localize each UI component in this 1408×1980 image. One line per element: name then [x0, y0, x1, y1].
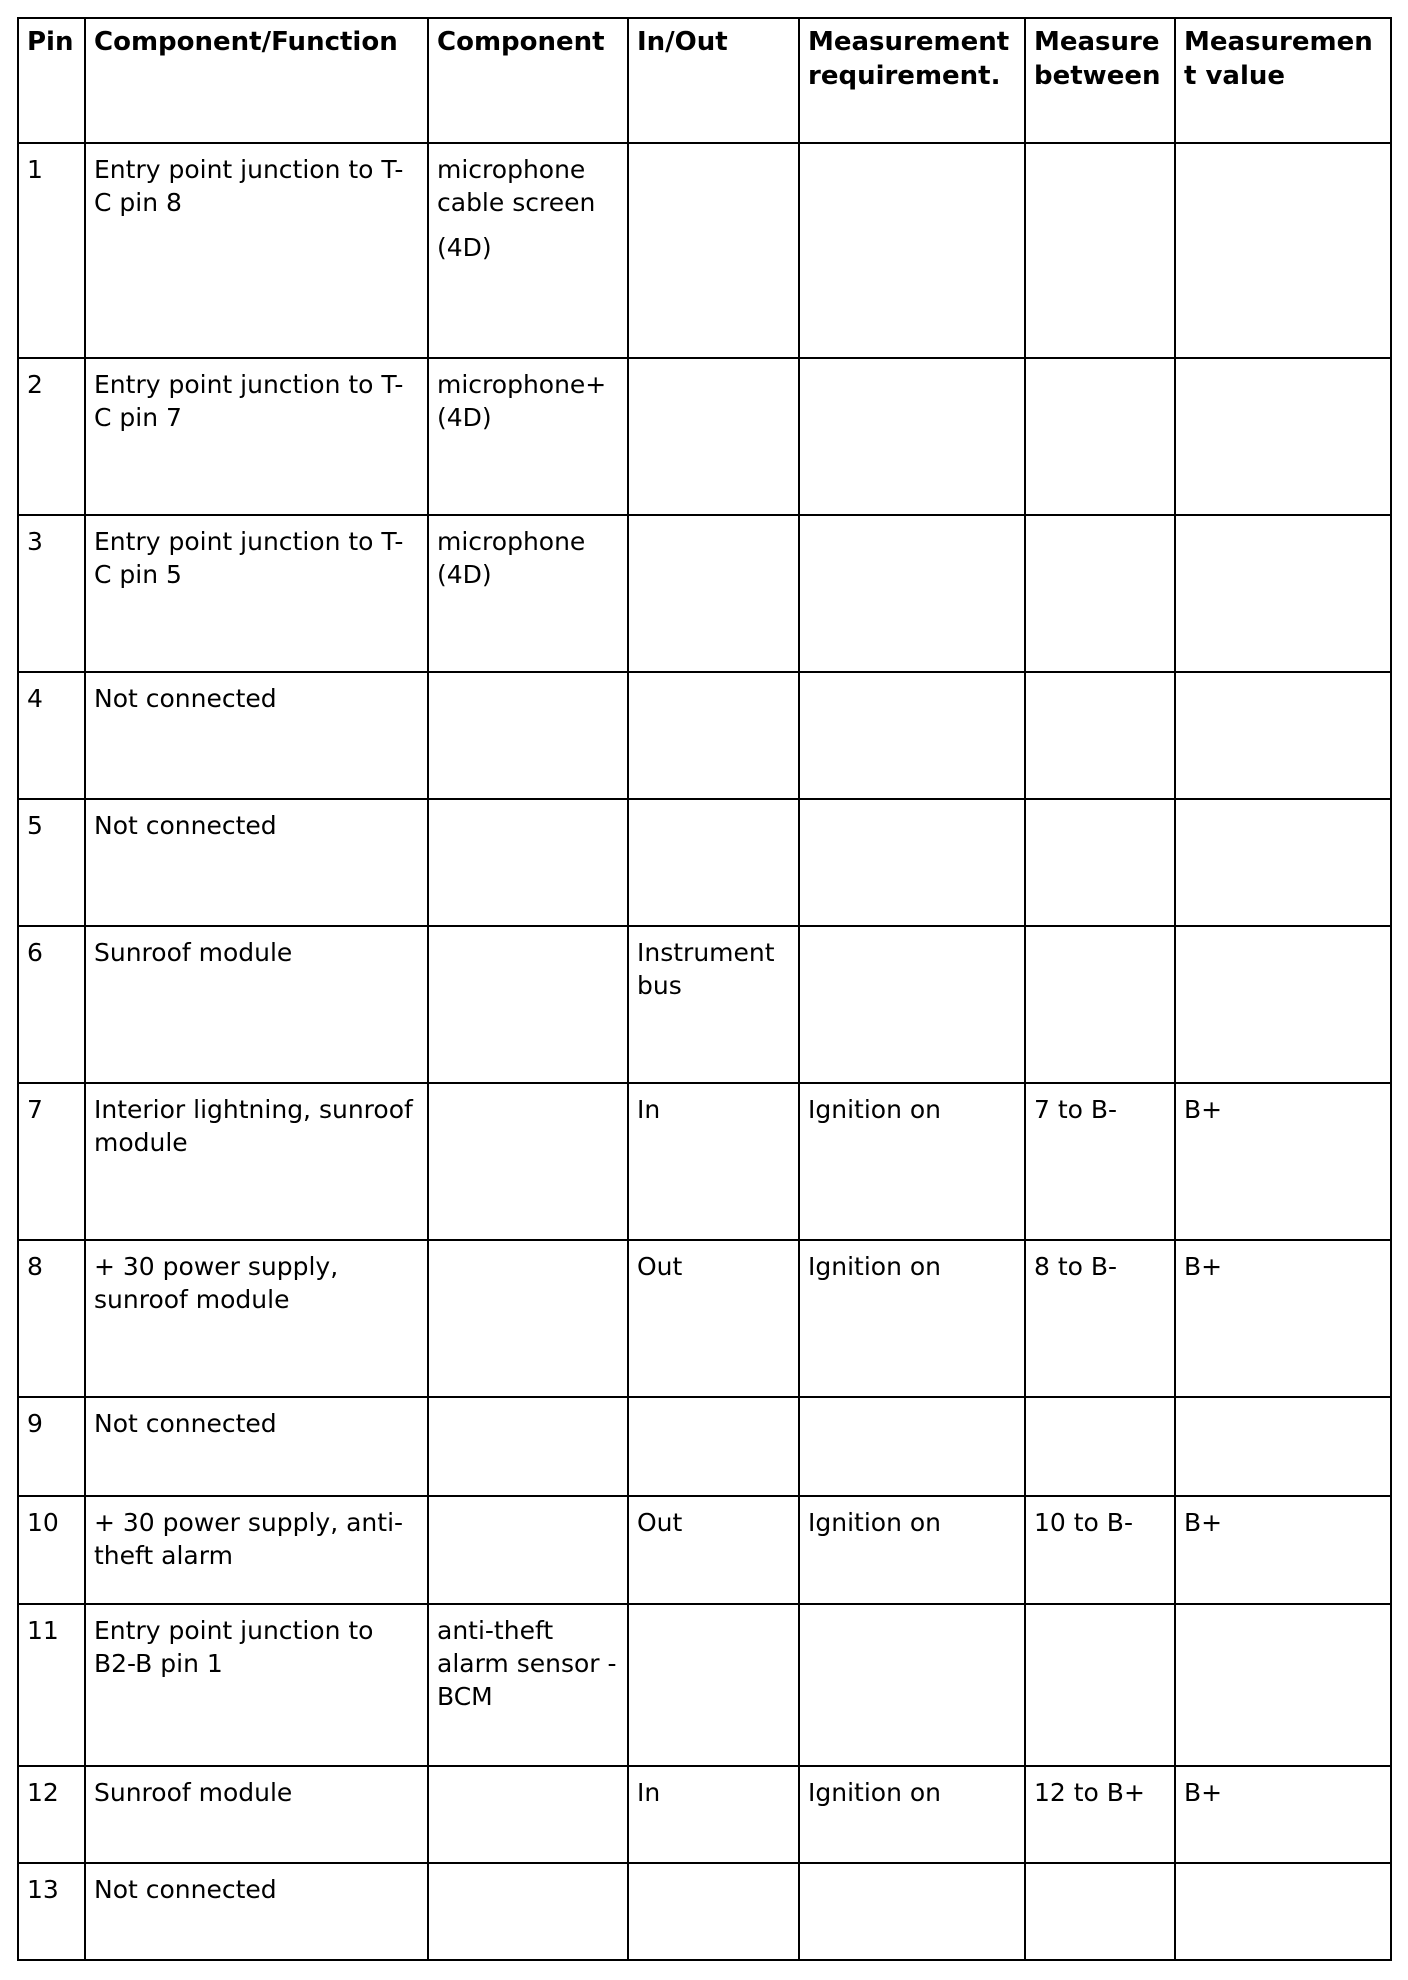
- cell-between: [1025, 515, 1175, 672]
- cell-function: Not connected: [85, 1863, 428, 1960]
- cell-function: Interior lightning, sunroof module: [85, 1083, 428, 1240]
- cell-pin: 1: [18, 143, 85, 358]
- cell-requirement: Ignition on: [799, 1240, 1025, 1397]
- cell-pin: 6: [18, 926, 85, 1083]
- cell-pin: 13: [18, 1863, 85, 1960]
- cell-component-note: (4D): [437, 233, 492, 262]
- cell-value: [1175, 926, 1391, 1083]
- cell-in-out: [628, 799, 799, 926]
- header-measurement-requirement: Measurement requirement.: [799, 18, 1025, 143]
- cell-between: [1025, 143, 1175, 358]
- cell-function: Entry point junction to T-C pin 8: [85, 143, 428, 358]
- table-row: [18, 672, 1391, 799]
- cell-pin: 12: [18, 1766, 85, 1863]
- table-row: [18, 1604, 1391, 1766]
- cell-between: [1025, 1397, 1175, 1496]
- table-row: [18, 1496, 1391, 1604]
- cell-pin: 2: [18, 358, 85, 515]
- header-component: Component: [428, 18, 628, 143]
- cell-in-out: [628, 143, 799, 358]
- cell-function: Not connected: [85, 1397, 428, 1496]
- cell-requirement: Ignition on: [799, 1496, 1025, 1604]
- cell-value: B+: [1175, 1083, 1391, 1240]
- cell-pin: 3: [18, 515, 85, 672]
- table-row: [18, 799, 1391, 926]
- cell-component: microphone+ (4D): [428, 358, 628, 515]
- header-pin: Pin: [18, 18, 85, 143]
- cell-between: [1025, 926, 1175, 1083]
- cell-in-out: [628, 358, 799, 515]
- cell-requirement: [799, 143, 1025, 358]
- cell-component: [428, 1397, 628, 1496]
- cell-value: [1175, 515, 1391, 672]
- cell-requirement: [799, 515, 1025, 672]
- cell-between: [1025, 799, 1175, 926]
- cell-value: [1175, 672, 1391, 799]
- cell-value: [1175, 799, 1391, 926]
- cell-in-out: Instrument bus: [628, 926, 799, 1083]
- cell-between: 12 to B+: [1025, 1766, 1175, 1863]
- cell-between: 10 to B-: [1025, 1496, 1175, 1604]
- cell-component: anti-theft alarm sensor - BCM: [428, 1604, 628, 1766]
- cell-pin: 7: [18, 1083, 85, 1240]
- cell-value: B+: [1175, 1496, 1391, 1604]
- cell-requirement: Ignition on: [799, 1083, 1025, 1240]
- cell-in-out: [628, 672, 799, 799]
- table-row: [18, 926, 1391, 1083]
- cell-component-text: microphone cable screen: [437, 155, 596, 217]
- header-component-function: Component/Function: [85, 18, 428, 143]
- cell-function: Not connected: [85, 672, 428, 799]
- cell-component: [428, 1863, 628, 1960]
- table-row: [18, 1240, 1391, 1397]
- cell-pin: 8: [18, 1240, 85, 1397]
- cell-in-out: [628, 1397, 799, 1496]
- cell-between: 8 to B-: [1025, 1240, 1175, 1397]
- cell-value: B+: [1175, 1240, 1391, 1397]
- cell-in-out: In: [628, 1766, 799, 1863]
- cell-requirement: [799, 799, 1025, 926]
- cell-value: [1175, 1397, 1391, 1496]
- cell-component: [428, 1240, 628, 1397]
- cell-requirement: [799, 672, 1025, 799]
- cell-pin: 11: [18, 1604, 85, 1766]
- table-row: [18, 1766, 1391, 1863]
- cell-requirement: [799, 1604, 1025, 1766]
- cell-pin: 5: [18, 799, 85, 926]
- cell-between: 7 to B-: [1025, 1083, 1175, 1240]
- cell-in-out: In: [628, 1083, 799, 1240]
- cell-function: Sunroof module: [85, 926, 428, 1083]
- cell-value: [1175, 143, 1391, 358]
- table-row: [18, 1863, 1391, 1960]
- header-measurement-value: Measurement value: [1175, 18, 1391, 143]
- cell-component: [428, 926, 628, 1083]
- cell-function: Entry point junction to T-C pin 5: [85, 515, 428, 672]
- cell-requirement: [799, 926, 1025, 1083]
- cell-function: + 30 power supply, anti-theft alarm: [85, 1496, 428, 1604]
- cell-requirement: Ignition on: [799, 1766, 1025, 1863]
- cell-in-out: [628, 1863, 799, 1960]
- cell-component: [428, 799, 628, 926]
- cell-requirement: [799, 1397, 1025, 1496]
- cell-component: [428, 1083, 628, 1240]
- cell-component: microphone (4D): [428, 515, 628, 672]
- cell-component: [428, 143, 628, 358]
- header-row: [18, 18, 1391, 143]
- cell-between: [1025, 1863, 1175, 1960]
- cell-function: Sunroof module: [85, 1766, 428, 1863]
- cell-function: Entry point junction to T-C pin 7: [85, 358, 428, 515]
- cell-pin: 10: [18, 1496, 85, 1604]
- pin-table: [17, 17, 1392, 1961]
- table-row: [18, 143, 1391, 358]
- cell-between: [1025, 1604, 1175, 1766]
- cell-pin: 9: [18, 1397, 85, 1496]
- table-row: [18, 1397, 1391, 1496]
- cell-function: Entry point junction to B2-B pin 1: [85, 1604, 428, 1766]
- header-measure-between: Measure between: [1025, 18, 1175, 143]
- cell-requirement: [799, 358, 1025, 515]
- cell-value: [1175, 1863, 1391, 1960]
- cell-in-out: [628, 1604, 799, 1766]
- cell-value: [1175, 1604, 1391, 1766]
- cell-component: [428, 1496, 628, 1604]
- cell-value: [1175, 358, 1391, 515]
- cell-component: [428, 672, 628, 799]
- table-row: [18, 1083, 1391, 1240]
- header-in-out: In/Out: [628, 18, 799, 143]
- cell-component: [428, 1766, 628, 1863]
- cell-in-out: Out: [628, 1496, 799, 1604]
- cell-between: [1025, 358, 1175, 515]
- table-row: [18, 358, 1391, 515]
- cell-in-out: Out: [628, 1240, 799, 1397]
- cell-in-out: [628, 515, 799, 672]
- table-row: [18, 515, 1391, 672]
- cell-value: B+: [1175, 1766, 1391, 1863]
- cell-requirement: [799, 1863, 1025, 1960]
- cell-pin: 4: [18, 672, 85, 799]
- cell-function: + 30 power supply, sunroof module: [85, 1240, 428, 1397]
- cell-function: Not connected: [85, 799, 428, 926]
- cell-between: [1025, 672, 1175, 799]
